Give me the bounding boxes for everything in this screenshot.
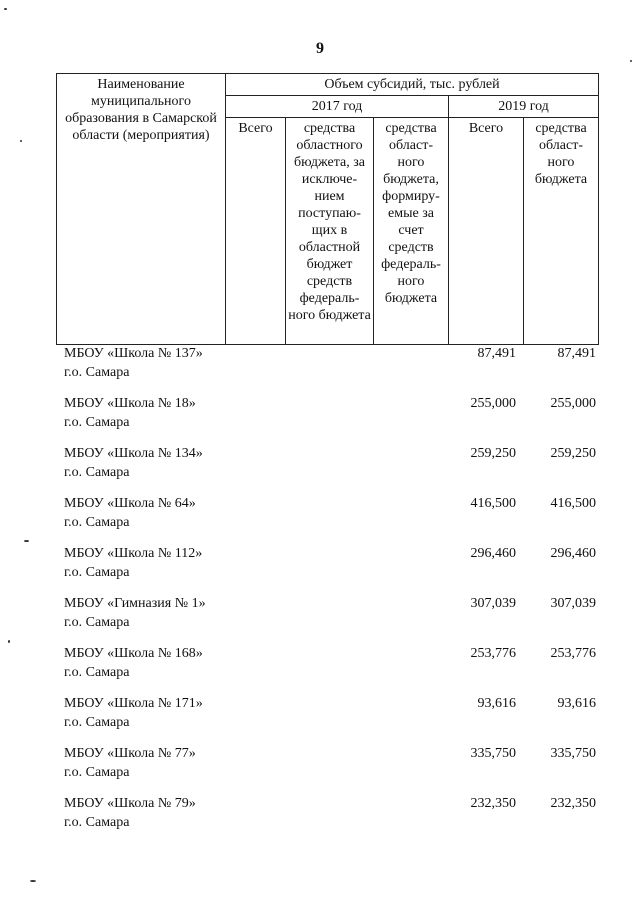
- scan-speck: [24, 540, 29, 542]
- scan-speck: [8, 640, 10, 643]
- header-subsidy-volume: Объем субсидий, тыс. рублей: [226, 74, 599, 96]
- header-year-2019: 2019 год: [449, 96, 599, 118]
- header-2017-regional-excl-federal: средства областного бюджета, за исключе-нием поступаю-щих в областной бюджет средств федераль-ного бюджета: [286, 118, 374, 345]
- total-2019-value: 416,500: [470, 496, 516, 511]
- table-row: [64, 444, 604, 494]
- total-2019-value: 335,750: [470, 746, 516, 761]
- scan-speck: [30, 880, 36, 882]
- school-name: МБОУ «Школа № 168» г.о. Самара: [64, 646, 203, 680]
- regional-2019-value: 259,250: [550, 446, 596, 461]
- school-name: МБОУ «Школа № 171» г.о. Самара: [64, 696, 203, 730]
- total-2019-value: 255,000: [470, 396, 516, 411]
- regional-2019-value: 296,460: [550, 546, 596, 561]
- regional-2019-value: 87,491: [557, 346, 596, 361]
- regional-2019-value: 307,039: [550, 596, 596, 611]
- table-row: [64, 794, 604, 844]
- table-row: [64, 494, 604, 544]
- school-name: МБОУ «Школа № 134» г.о. Самара: [64, 446, 203, 480]
- total-2019-value: 232,350: [470, 796, 516, 811]
- regional-2019-value: 253,776: [550, 646, 596, 661]
- table-row: [64, 394, 604, 444]
- total-2019-value: 253,776: [470, 646, 516, 661]
- header-municipality: Наименование муниципального образования в Самарской области (мероприятия): [57, 74, 226, 345]
- page-number: 9: [316, 40, 324, 57]
- school-name: МБОУ «Школа № 18» г.о. Самара: [64, 396, 196, 430]
- header-year-2017: 2017 год: [226, 96, 449, 118]
- subsidy-rows: [64, 344, 604, 844]
- total-2019-value: 307,039: [470, 596, 516, 611]
- total-2019-value: 93,616: [477, 696, 516, 711]
- total-2019-value: 87,491: [477, 346, 516, 361]
- table-row: [64, 344, 604, 394]
- header-2017-regional-from-federal: средства област-ного бюджета, формиру-емые за счет средств федераль-ного бюджета: [374, 118, 449, 345]
- total-2019-value: 259,250: [470, 446, 516, 461]
- regional-2019-value: 232,350: [550, 796, 596, 811]
- school-name: МБОУ «Школа № 64» г.о. Самара: [64, 496, 196, 530]
- regional-2019-value: 416,500: [550, 496, 596, 511]
- table-row: [64, 644, 604, 694]
- subsidy-table-header: [56, 73, 599, 345]
- scan-speck: [4, 8, 7, 10]
- total-2019-value: 296,460: [470, 546, 516, 561]
- school-name: МБОУ «Школа № 79» г.о. Самара: [64, 796, 196, 830]
- header-2017-total: Всего: [226, 118, 286, 345]
- scan-speck: [20, 140, 22, 142]
- school-name: МБОУ «Школа № 137» г.о. Самара: [64, 346, 203, 380]
- regional-2019-value: 93,616: [557, 696, 596, 711]
- school-name: МБОУ «Гимназия № 1» г.о. Самара: [64, 596, 206, 630]
- header-2019-regional: средства област-ного бюджета: [524, 118, 599, 345]
- scan-speck: [630, 60, 632, 62]
- table-row: [64, 544, 604, 594]
- regional-2019-value: 335,750: [550, 746, 596, 761]
- regional-2019-value: 255,000: [550, 396, 596, 411]
- table-row: [64, 744, 604, 794]
- header-2019-total: Всего: [449, 118, 524, 345]
- school-name: МБОУ «Школа № 112» г.о. Самара: [64, 546, 203, 580]
- table-row: [64, 594, 604, 644]
- table-row: [64, 694, 604, 744]
- school-name: МБОУ «Школа № 77» г.о. Самара: [64, 746, 196, 780]
